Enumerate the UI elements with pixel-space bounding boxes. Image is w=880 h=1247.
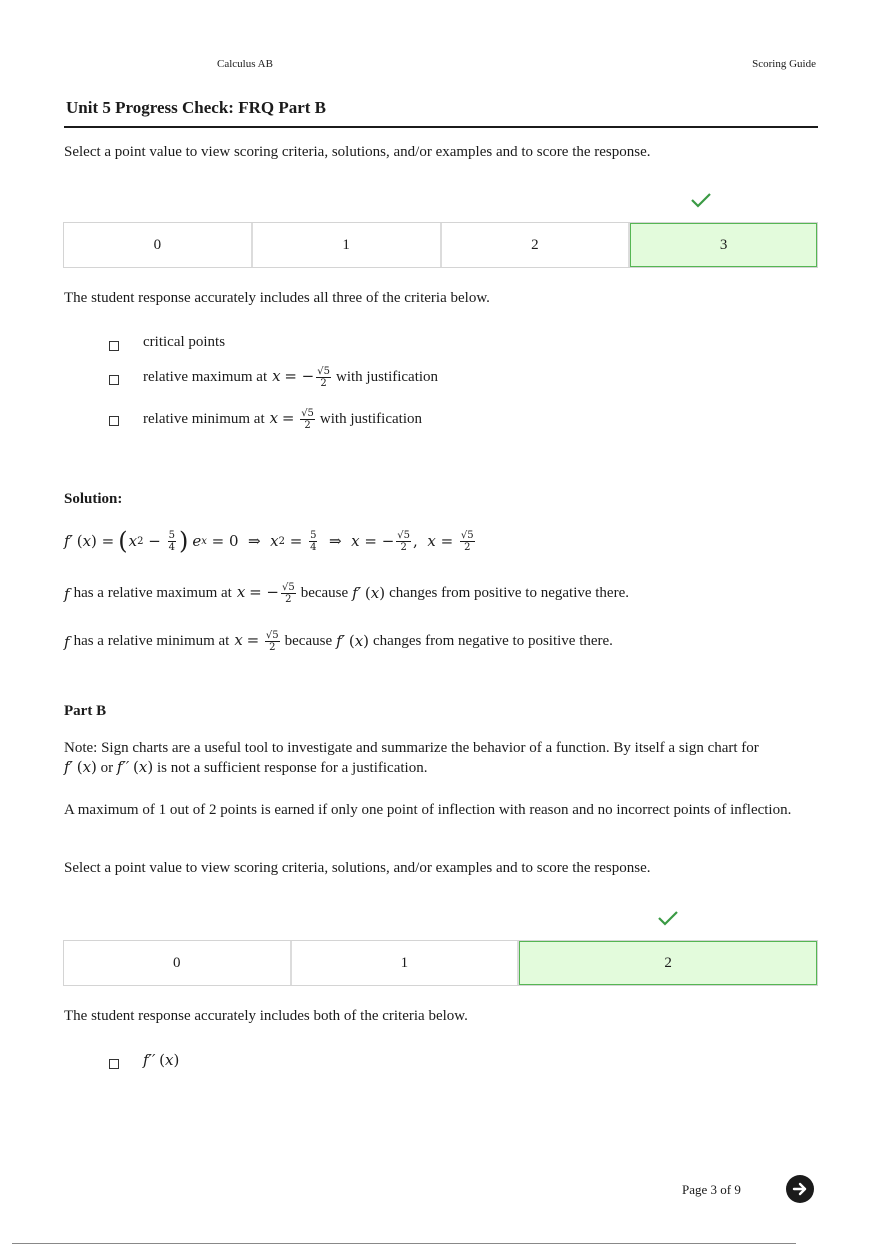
max-points-note: A maximum of 1 out of 2 points is earned if only one point of inflection with reason and no incorrect points of inflection. <box>64 802 792 818</box>
check-icon <box>657 910 679 926</box>
header-guide: Scoring Guide <box>752 58 816 70</box>
max-x-expr: x = − $\frac{√5}{2}$ <box>272 366 330 389</box>
sol-text: has a relative minimum at <box>73 633 230 649</box>
score-a-1[interactable]: 1 <box>253 223 442 267</box>
solution-line-min: f has a relative minimum at x = $\frac{√5}{2}$ because f′ (x) changes from negative to positive there. <box>64 630 613 653</box>
page-indicator: Page 3 of 9 <box>682 1182 741 1197</box>
note-or: or <box>100 760 114 776</box>
footer-divider <box>12 1243 796 1244</box>
score-a-0[interactable]: 0 <box>64 223 253 267</box>
criteria-a-intro: The student response accurately includes all three of the criteria below. <box>64 290 490 306</box>
title-divider <box>64 126 818 128</box>
score-b-1[interactable]: 1 <box>292 941 520 985</box>
criteria-b-intro: The student response accurately includes both of the criteria below. <box>64 1008 468 1024</box>
page-title: Unit 5 Progress Check: FRQ Part B <box>66 98 327 117</box>
solution-line-max: f has a relative maximum at x = − $\frac{√5}{2}$ because f′ (x) changes from positive to negative there. <box>64 582 629 605</box>
criterion-suffix: with justification <box>319 411 422 427</box>
note-text: is not a sufficient response for a justification. <box>156 760 428 776</box>
criterion-suffix: with justification <box>335 369 439 385</box>
sol-text: because <box>284 633 333 649</box>
sol-text: because <box>300 585 349 601</box>
score-a-2[interactable]: 2 <box>442 223 631 267</box>
score-selector-b <box>63 940 818 986</box>
score-b-2-selected[interactable]: 2 <box>519 941 817 985</box>
checkbox-icon[interactable] <box>109 341 119 351</box>
instruction-a: Select a point value to view scoring criteria, solutions, and/or examples and to score the response. <box>64 144 651 160</box>
arrow-right-icon <box>791 1180 809 1198</box>
instruction-b: Select a point value to view scoring criteria, solutions, and/or examples and to score the response. <box>64 860 651 876</box>
note-text: Note: Sign charts are a useful tool to investigate and summarize the behavior of a function. By itself a sign chart for <box>64 740 759 756</box>
criterion-text: critical points <box>143 334 226 350</box>
criterion-second-derivative: f′′ (x) <box>143 1051 180 1069</box>
criterion-text: relative maximum at <box>143 369 268 385</box>
criterion-relative-min <box>143 408 422 431</box>
header-course: Calculus AB <box>217 58 273 70</box>
solution-equation: f′ ( x ) = ( x 2 − $\frac{5}{4}$ ) e x = 0 ⇒ x 2 = $\frac{5}{4}$ ⇒ x = − $\frac{√5}{2}$ , x = $\frac{√5}{2}$ <box>64 527 474 555</box>
sol-text: changes from positive to negative there. <box>389 585 629 601</box>
solution-label: Solution: <box>64 491 123 507</box>
part-b-label: Part B <box>64 703 107 719</box>
criterion-critical-points <box>143 334 225 351</box>
sol-text: changes from negative to positive there. <box>373 633 613 649</box>
criterion-relative-max <box>143 366 438 389</box>
part-b-note: Note: Sign charts are a useful tool to investigate and summarize the behavior of a function. By itself a sign chart for f′ (x) or f′′ (x) is not a sufficient response for a justification. <box>64 740 759 776</box>
min-x-expr: x = $\frac{√5}{2}$ <box>269 408 314 431</box>
criterion-text: relative minimum at <box>143 411 265 427</box>
score-b-0[interactable]: 0 <box>64 941 292 985</box>
checkbox-icon[interactable] <box>109 1059 119 1069</box>
next-page-button[interactable] <box>786 1175 814 1203</box>
sol-text: has a relative maximum at <box>73 585 232 601</box>
checkbox-icon[interactable] <box>109 416 119 426</box>
check-icon <box>690 192 712 208</box>
checkbox-icon[interactable] <box>109 375 119 385</box>
score-a-3-selected[interactable]: 3 <box>630 223 817 267</box>
score-selector-a <box>63 222 818 268</box>
